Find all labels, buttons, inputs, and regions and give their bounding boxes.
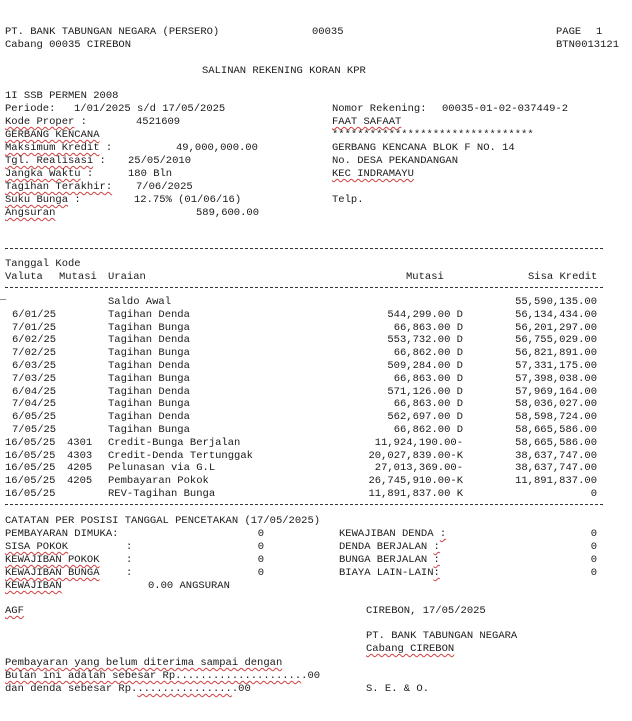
jangka-text: Jangka Waktu: [5, 168, 81, 180]
row-sisa: 58,598,724.00: [515, 411, 597, 423]
row-desc: Tagihan Bunga: [108, 373, 190, 385]
row-sisa: 56,755,029.00: [515, 334, 597, 346]
kewajiban-text: KEWAJIBAN: [5, 580, 62, 592]
summary-left-value: 0: [257, 541, 264, 553]
row-desc: REV-Tagihan Bunga: [108, 488, 216, 500]
address-line2: No. DESA PEKANDANGAN: [332, 155, 459, 167]
kewajiban-pokok-text: KEWAJIBAN POKOK: [5, 554, 100, 566]
signature-branch-text: Cabang CIREBON: [366, 643, 455, 655]
telp-label: Telp.: [332, 194, 364, 206]
row-sisa: 56,201,297.00: [515, 322, 597, 334]
agf-text: AGF: [5, 605, 24, 617]
address-line1: GERBANG KENCANA BLOK F NO. 14: [332, 142, 515, 154]
summary-left-label: SISA POKOK :: [5, 541, 133, 553]
realisasi-value: 25/05/2010: [128, 155, 192, 167]
developer-text: GERBANG KENCANA: [5, 129, 100, 141]
product-name: 1I SSB PERMEN 2008: [5, 90, 119, 102]
row-date: 16/05/25: [5, 488, 56, 500]
kewajiban-value: 0.00 ANGSURAN: [148, 580, 230, 592]
summary-right-value: 0: [590, 567, 597, 579]
proper-label-text: Kode Proper: [5, 116, 75, 128]
row-date: 16/05/25: [5, 437, 56, 449]
row-desc: Tagihan Bunga: [108, 424, 190, 436]
row-code: 4205: [67, 475, 93, 487]
col-mutasi-code: Mutasi: [59, 271, 97, 283]
row-date: 16/05/25: [5, 475, 56, 487]
row-desc: Tagihan Bunga: [108, 322, 190, 334]
angsuran-label: [5, 207, 55, 220]
row-mutasi: 571,126.00 D: [387, 386, 463, 398]
page-title: SALINAN REKENING KORAN KPR: [202, 65, 366, 77]
sisa-pokok-text: SISA POKOK: [5, 541, 69, 553]
city-date: CIREBON, 17/05/2025: [366, 605, 486, 617]
row-desc: Tagihan Bunga: [108, 398, 190, 410]
row-mutasi: 66,862.00 D: [393, 424, 463, 436]
row-code: 4303: [67, 450, 93, 462]
rek-value: 00035-01-02-037449-2: [442, 103, 569, 115]
row-sisa: 58,036,027.00: [515, 398, 597, 410]
row-desc: Credit-Bunga Berjalan: [108, 437, 241, 449]
seo-label: S. E. & O.: [366, 683, 430, 695]
summary-right-label: KEWAJIBAN DENDA :: [339, 528, 447, 540]
row-sisa: 57,969,164.00: [515, 386, 597, 398]
summary-right-label: BUNGA BERJALAN :: [339, 554, 440, 566]
row-date: 16/05/25: [5, 462, 56, 474]
row-mutasi: 66,863.00 D: [393, 373, 463, 385]
col-mutasi: Mutasi: [406, 271, 444, 283]
max-credit-text: Maksimum Kredit: [5, 142, 100, 154]
note2-text: Bulan ini adalah sebesar Rp.: [5, 670, 182, 682]
signature-branch: [366, 643, 454, 656]
row-sisa: 57,398,038.00: [515, 373, 597, 385]
note-line1: [5, 657, 282, 670]
rek-label: Nomor Rekening:: [332, 103, 427, 115]
row-sisa: 38,637,747.00: [515, 462, 597, 474]
note3-end: .00: [231, 683, 251, 695]
kewajiban-bunga-text: KEWAJIBAN BUNGA: [5, 567, 100, 579]
divider: [5, 248, 603, 249]
row-code: 4205: [67, 462, 93, 474]
row-date: 7/04/25: [12, 398, 57, 410]
row-desc: Tagihan Bunga: [108, 347, 190, 359]
row-mutasi: 562,697.00 D: [387, 411, 463, 423]
row-sisa: 55,590,135.00: [515, 296, 597, 308]
bunga-label: Suku Bunga :: [5, 194, 81, 206]
signature-bank: PT. BANK TABUNGAN NEGARA: [366, 630, 518, 642]
bank-name: PT. BANK TABUNGAN NEGARA (PERSERO): [5, 26, 220, 38]
row-mutasi: 509,284.00 D: [387, 360, 463, 372]
row-sisa: 38,637,747.00: [515, 450, 597, 462]
summary-right-label: BIAYA LAIN-LAIN:: [339, 567, 440, 579]
row-date: 7/02/25: [12, 347, 57, 359]
tagihan-label: [5, 181, 112, 194]
row-mutasi: 26,745,910.00-K: [368, 475, 463, 487]
summary-right-value: 0: [590, 554, 597, 566]
note-line3: dan denda sebesar Rp.................00: [5, 683, 251, 695]
row-desc: Tagihan Denda: [108, 411, 190, 423]
developer-name: [5, 129, 100, 142]
summary-left-label: PEMBAYARAN DIMUKA:: [5, 528, 119, 540]
col-valuta: Valuta: [5, 271, 43, 283]
kewajiban-label: [5, 580, 62, 593]
row-desc: Saldo Awal: [108, 296, 172, 308]
row-sisa: 58,665,586.00: [515, 424, 597, 436]
biaya-lain-text: BIAYA LAIN-LAIN: [339, 567, 434, 579]
address-line3: [332, 168, 414, 181]
denda-berjalan-text: DENDA BERJALAN: [339, 541, 428, 553]
tagihan-value: 7/06/2025: [136, 181, 193, 193]
branch-code: 00035: [312, 26, 344, 38]
angsuran-text: Angsuran: [5, 207, 56, 219]
row-date: 6/02/25: [12, 334, 57, 346]
angsuran-value: 589,600.00: [196, 207, 260, 219]
row-mutasi: 66,863.00 D: [393, 398, 463, 410]
row-sisa: 57,331,175.00: [515, 360, 597, 372]
owner-text: FAAT SAFAAT: [332, 116, 402, 128]
row-date: 7/05/25: [12, 424, 57, 436]
period-value: 1/01/2025 s/d 17/05/2025: [74, 103, 226, 115]
row-sisa: 56,821,891.00: [515, 347, 597, 359]
period-label: Periode:: [5, 103, 56, 115]
row-date: 6/03/25: [12, 360, 57, 372]
row-sisa: 58,665,586.00: [515, 437, 597, 449]
realisasi-label: Tgl. Realisasi :: [5, 155, 106, 167]
summary-right-value: 0: [590, 528, 597, 540]
row-sisa: 56,134,434.00: [515, 309, 597, 321]
row-sisa: 0: [590, 488, 597, 500]
summary-left-value: 0: [257, 528, 264, 540]
row-date: 7/01/25: [12, 322, 57, 334]
summary-left-value: 0: [257, 554, 264, 566]
summary-title: CATATAN PER POSISI TANGGAL PENCETAKAN (17/05/2025): [5, 515, 321, 527]
note-line2: Bulan ini adalah sebesar Rp.....................00: [5, 670, 321, 682]
agf-label: [5, 605, 24, 618]
page-number: 1: [596, 26, 603, 38]
table-head-line1: Tanggal Kode: [5, 258, 81, 270]
bunga-berjalan-text: BUNGA BERJALAN: [339, 554, 428, 566]
row-desc: Pembayaran Pokok: [108, 475, 209, 487]
row-mutasi: 66,862.00 D: [393, 347, 463, 359]
summary-right-value: 0: [590, 541, 597, 553]
row-desc: Pelunasan via G.L: [108, 462, 216, 474]
tagihan-text: Tagihan Terakhir:: [5, 181, 113, 193]
jangka-value: 180 Bln: [128, 168, 173, 180]
note2-end: .00: [301, 670, 321, 682]
page-label: PAGE: [556, 26, 582, 38]
divider: [5, 287, 603, 288]
doc-code: BTN0013121: [556, 39, 620, 51]
branch-name: Cabang 00035 CIREBON: [5, 39, 132, 51]
row-desc: Tagihan Denda: [108, 360, 190, 372]
row-mutasi: 20,027,839.00-K: [368, 450, 463, 462]
realisasi-text: Tgl. Realisasi: [5, 155, 94, 167]
row-desc: Tagihan Denda: [108, 334, 190, 346]
row-code: 4301: [67, 437, 93, 449]
row-desc: Tagihan Denda: [108, 386, 190, 398]
summary-left-label: KEWAJIBAN POKOK :: [5, 554, 133, 566]
row-mutasi: 11,891,837.00 K: [368, 488, 463, 500]
proper-label: Kode Proper :: [5, 116, 87, 128]
row-mutasi: 66,863.00 D: [393, 322, 463, 334]
divider: [5, 504, 603, 505]
col-sisa: Sisa Kredit: [528, 271, 598, 283]
row-mutasi: 27,013,369.00-: [374, 462, 463, 474]
row-sisa: 11,891,837.00: [515, 475, 597, 487]
max-credit-value: 49,000,000.00: [176, 142, 258, 154]
row-date: 7/03/25: [12, 373, 57, 385]
note3-text: dan denda sebesar Rp.: [5, 683, 138, 695]
bunga-value: 12.75% (01/06/16): [134, 194, 242, 206]
stars-line: ********************************: [332, 129, 534, 141]
owner-name: [332, 116, 401, 129]
bunga-text: Suku Bunga: [5, 194, 69, 206]
row-mutasi: 544,299.00 D: [387, 309, 463, 321]
row-date: 6/04/25: [12, 386, 57, 398]
summary-left-value: 0: [257, 567, 264, 579]
row-mutasi: 553,732.00 D: [387, 334, 463, 346]
row-desc: Credit-Denda Tertunggak: [108, 450, 253, 462]
row-desc: Tagihan Denda: [108, 309, 190, 321]
address3-text: KEC INDRAMAYU: [332, 168, 414, 180]
row-date: 6/01/25: [12, 309, 57, 321]
row-date: 6/05/25: [12, 411, 57, 423]
summary-left-label: KEWAJIBAN BUNGA :: [5, 567, 133, 579]
jangka-label: Jangka Waktu :: [5, 168, 94, 180]
proper-value: 4521609: [136, 116, 181, 128]
summary-right-label: DENDA BERJALAN :: [339, 541, 440, 553]
margin-tick: _: [0, 291, 7, 303]
row-mutasi: 11,924,190.00-: [374, 437, 463, 449]
col-uraian: Uraian: [108, 271, 146, 283]
row-date: 16/05/25: [5, 450, 56, 462]
note1-text: Pembayaran yang belum diterima sampai dengan: [5, 657, 283, 669]
max-credit-label: Maksimum Kredit :: [5, 142, 113, 154]
kewajiban-denda-text: KEWAJIBAN DENDA: [339, 528, 434, 540]
